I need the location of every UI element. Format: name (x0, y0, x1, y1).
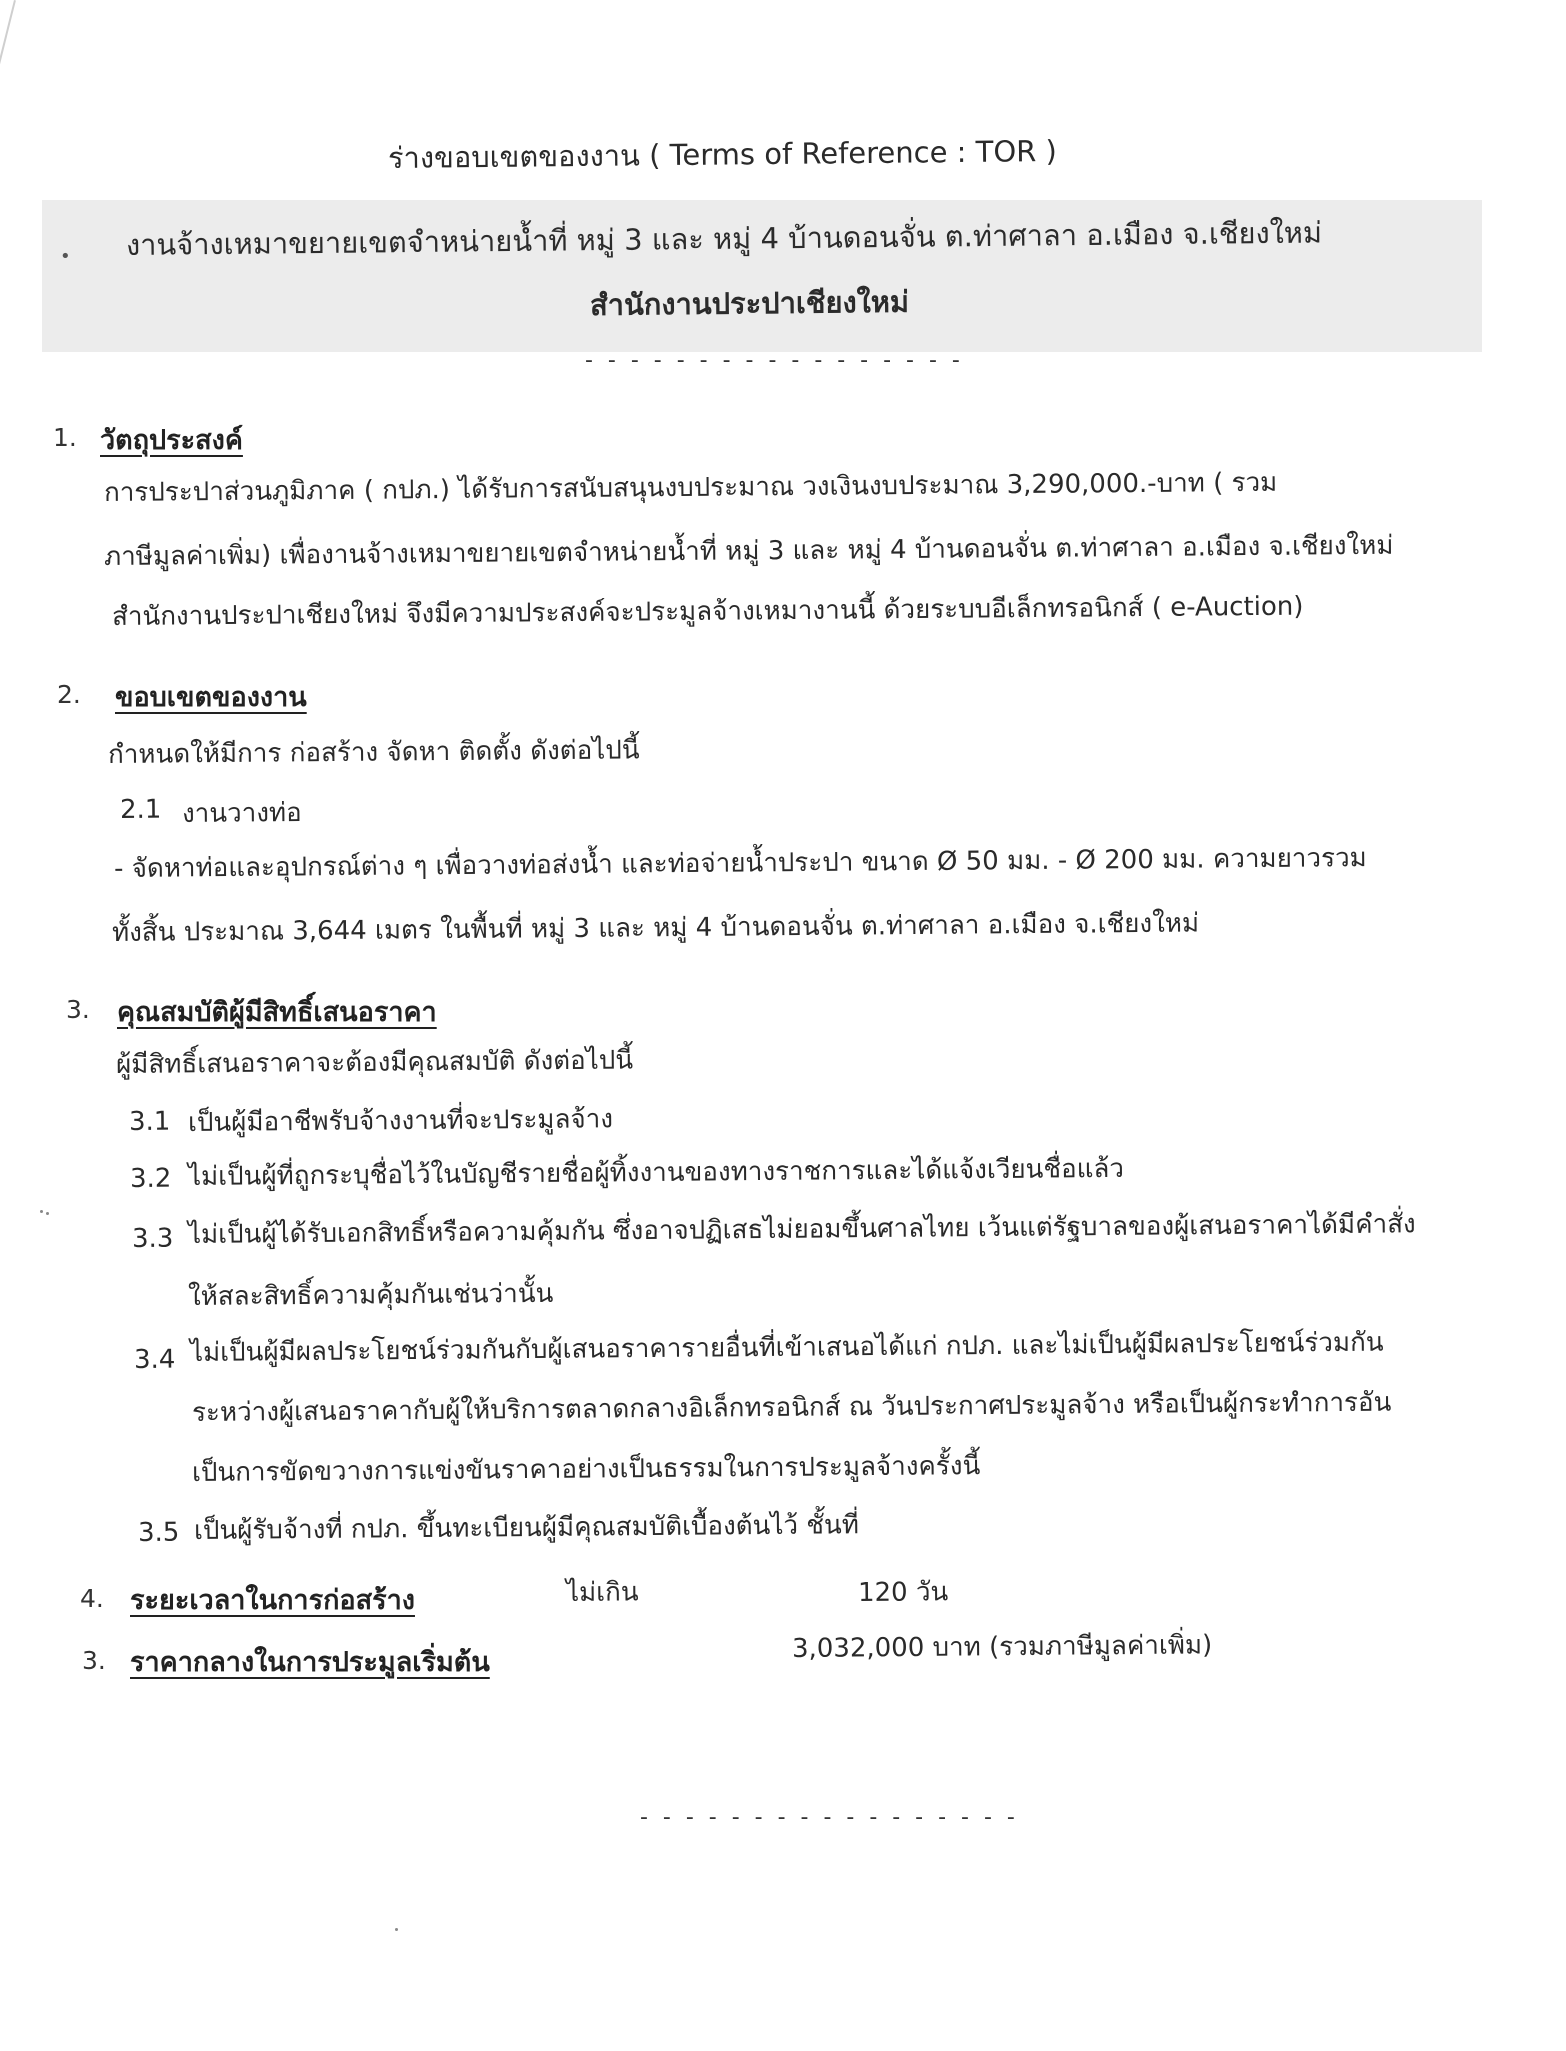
office-name: สำนักงานประปาเชียงใหม่ (589, 284, 910, 322)
document-title: ร่างขอบเขตของงาน ( Terms of Reference : TOR ) (387, 133, 1058, 175)
scan-mark (0, 0, 16, 127)
item-3-1-text: เป็นผู้มีอาชีพรับจ้างงานที่จะประมูลจ้าง (187, 1104, 614, 1138)
scan-speck (46, 1212, 49, 1215)
section5-value: 3,032,000 บาท (รวมภาษีมูลค่าเพิ่ม) (791, 1630, 1213, 1664)
section4-number: 4. (80, 1584, 104, 1613)
section2-line2: ทั้งสิ้น ประมาณ 3,644 เมตร ในพื้นที่ หมู่ 3 และ หมู่ 4 บ้านดอนจั่น ต.ท่าศาลา อ.เมือง จ.เชียงใหม่ (111, 908, 1200, 948)
item-3-4-number: 3.4 (133, 1344, 176, 1375)
project-line: งานจ้างเหมาขยายเขตจำหน่ายน้ำที่ หมู่ 3 และ หมู่ 4 บ้านดอนจั่น ต.ท่าศาลา อ.เมือง จ.เชียงใหม่ (125, 215, 1323, 262)
item-3-3-number: 3.3 (131, 1223, 174, 1254)
item-3-3-line1: ไม่เป็นผู้ได้รับเอกสิทธิ์หรือความคุ้มกัน ซึ่งอาจปฏิเสธไม่ยอมขึ้นศาลไทย เว้นแต่รัฐบาลของผู้เสนอราคาได้มีคำสั่ง (187, 1209, 1416, 1250)
bullet-dot: • (60, 246, 71, 267)
section3-number: 3. (66, 995, 90, 1024)
section1-line3: สำนักงานประปาเชียงใหม่ จึงมีความประสงค์จะประมูลจ้างเหมางานนี้ ด้วยระบบอีเล็กทรอนิกส์ ( e-Auction) (111, 591, 1304, 632)
section2-sub-number: 2.1 (119, 794, 162, 825)
item-3-5-text: เป็นผู้รับจ้างที่ กปภ. ขึ้นทะเบียนผู้มีคุณสมบัติเบื้องต้นไว้ ชั้นที่ (193, 1510, 860, 1546)
section1-number: 1. (53, 423, 77, 452)
section2-heading: ขอบเขตของงาน (115, 682, 307, 713)
section1-line1: การประปาส่วนภูมิภาค ( กปภ.) ได้รับการสนับสนุนงบประมาณ วงเงินงบประมาณ 3,290,000.-บาท ( รวม (103, 467, 1278, 508)
item-3-4-line3: เป็นการขัดขวางการแข่งขันราคาอย่างเป็นธรรมในการประมูลจ้างครั้งนี้ (191, 1451, 981, 1488)
item-3-1-number: 3.1 (128, 1106, 171, 1137)
section5-number: 3. (82, 1646, 106, 1675)
end-divider: - - - - - - - - - - - - - - - - - (640, 1805, 1019, 1830)
section1-heading: วัตถุประสงค์ (100, 425, 243, 456)
section2-sub-label: งานวางท่อ (181, 797, 302, 829)
item-3-4-line1: ไม่เป็นผู้มีผลประโยชน์ร่วมกันกับผู้เสนอราคารายอื่นที่เข้าเสนอได้แก่ กปภ. และไม่เป็นผู้มีผลประโยชน์ร่วมกัน (189, 1327, 1384, 1368)
scan-speck (395, 1928, 398, 1931)
header-divider: - - - - - - - - - - - - - - - - - (585, 348, 964, 373)
item-3-5-number: 3.5 (137, 1517, 180, 1548)
section1-line2: ภาษีมูลค่าเพิ่ม) เพื่องานจ้างเหมาขยายเขตจำหน่ายน้ำที่ หมู่ 3 และ หมู่ 4 บ้านดอนจั่น ต.ท่าศาลา อ.เมือง จ.เชียงใหม่ (103, 530, 1394, 572)
section4-value: 120 วัน (857, 1577, 949, 1608)
section2-number: 2. (57, 680, 81, 709)
scan-speck (40, 1210, 43, 1213)
section2-line1: - จัดหาท่อและอุปกรณ์ต่าง ๆ เพื่อวางท่อส่งน้ำ และท่อจ่ายน้ำประปา ขนาด Ø 50 มม. - Ø 200 มม. ความยาวรวม (113, 843, 1367, 884)
section3-intro: ผู้มีสิทธิ์เสนอราคาจะต้องมีคุณสมบัติ ดังต่อไปนี้ (115, 1045, 634, 1080)
item-3-2-text: ไม่เป็นผู้ที่ถูกระบุชื่อไว้ในบัญชีรายชื่อผู้ทิ้งงานของทางราชการและได้แจ้งเวียนชื่อแล้ว (187, 1153, 1125, 1192)
section4-heading: ระยะเวลาในการก่อสร้าง (130, 1585, 415, 1616)
item-3-4-line2: ระหว่างผู้เสนอราคากับผู้ให้บริการตลาดกลางอิเล็กทรอนิกส์ ณ วันประกาศประมูลจ้าง หรือเป็นผู้กระทำการอัน (191, 1387, 1392, 1428)
section2-intro: กำหนดให้มีการ ก่อสร้าง จัดหา ติดตั้ง ดังต่อไปนี้ (107, 735, 640, 770)
section5-heading: ราคากลางในการประมูลเริ่มต้น (130, 1647, 490, 1678)
item-3-2-number: 3.2 (129, 1163, 172, 1194)
section4-qualifier: ไม่เกิน (565, 1577, 639, 1608)
item-3-3-line2: ให้สละสิทธิ์ความคุ้มกันเช่นว่านั้น (187, 1278, 554, 1312)
section3-heading: คุณสมบัติผู้มีสิทธิ์เสนอราคา (117, 997, 437, 1028)
